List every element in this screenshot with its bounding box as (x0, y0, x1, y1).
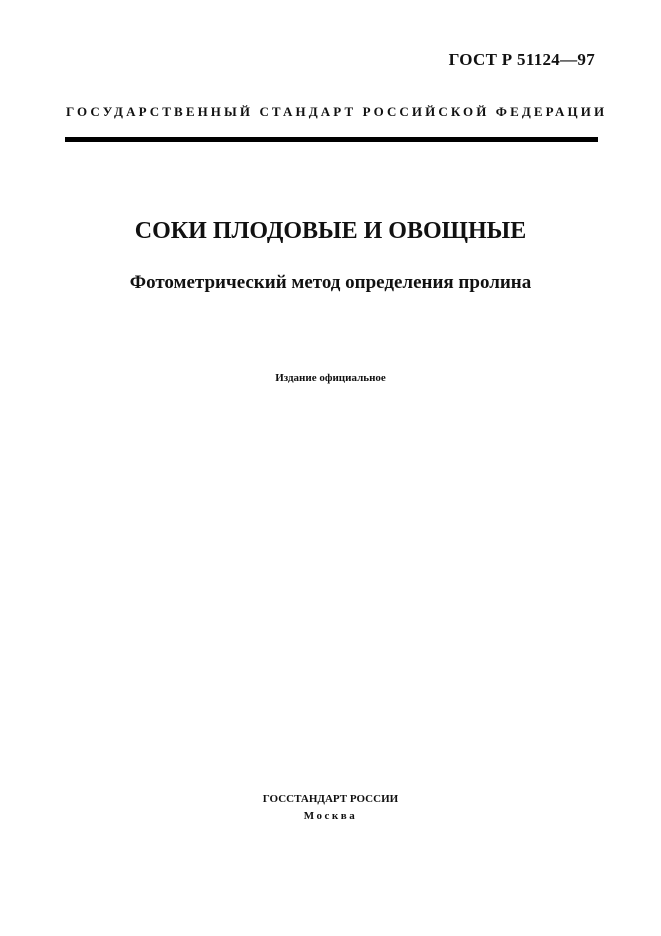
document-title: СОКИ ПЛОДОВЫЕ И ОВОЩНЫЕ (134, 218, 527, 244)
edition-note: Издание официальное (275, 372, 386, 384)
document-subtitle: Фотометрический метод определения пролина (129, 272, 532, 293)
publisher-name: ГОССТАНДАРТ РОССИИ (262, 793, 399, 805)
gost-number: ГОСТ Р 51124—97 (448, 50, 595, 69)
state-standard-heading: ГОСУДАРСТВЕННЫЙ СТАНДАРТ РОССИЙСКОЙ ФЕДЕРАЦИИ (66, 104, 608, 119)
publisher-city: Москва (303, 810, 358, 822)
header-rule (65, 137, 598, 142)
